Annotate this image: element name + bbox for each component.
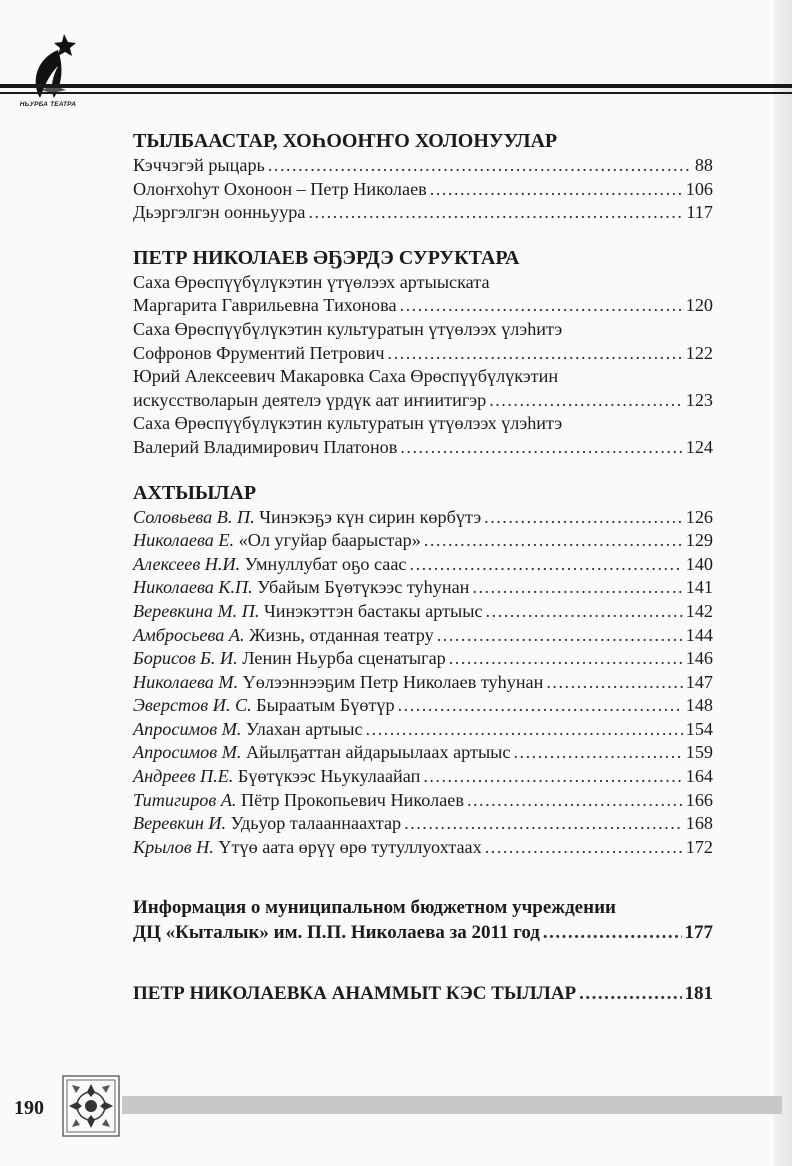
toc-entry [133,529,713,553]
entry-page: 148 [685,695,713,716]
entry-author: Веревкина М. П. [133,600,260,621]
dot-leader [400,436,682,460]
entry-line: Информация о муниципальном бюджетном учреждении [133,897,616,919]
toc-entry-final [133,981,713,1006]
dot-leader [486,600,683,624]
ornamental-tile-icon [62,1075,120,1137]
entry-page: 159 [685,742,713,763]
dot-leader [424,529,683,553]
dot-leader [400,294,683,318]
entry-author: Веревкин И. [133,813,227,834]
toc-entry [133,600,713,624]
toc-entry [133,718,713,742]
toc-entry [133,647,713,671]
page-edge-shadow [774,0,792,1166]
entry-title: Олоҥхоһут Охоноон – Петр Николаев [133,178,427,199]
entry-line: Саха Өрөспүүбүлүкэтин үтүөлээх артыыската [133,271,490,292]
table-of-contents [133,128,713,1006]
entry-page: 177 [684,922,713,944]
dot-leader [388,342,683,366]
entry-page: 120 [685,295,713,316]
entry-page: 166 [685,789,713,810]
toc-entry [133,154,713,178]
section-heading: ПЕТР НИКОЛАЕВ ӘҔЭРДЭ СУРУКТАРА [133,246,520,269]
entry-author: Николаева Е. [133,530,235,551]
toc-entry [133,506,713,530]
entry-title: Валерий Владимирович Платонов [133,436,398,457]
dot-leader [366,718,683,742]
entry-page: 172 [685,836,713,857]
entry-title: Софронов Фрументий Петрович [133,342,385,363]
entry-line: Саха Өрөспүүбүлүкэтин культуратын үтүөлээх үлэһитэ [133,413,563,434]
toc-entry [133,671,713,695]
section-heading: АХТЫЫЛАР [133,481,257,504]
section-heading: ТЫЛБААСТАР, ХОҺООҤҤО ХОЛОНУУЛАР [133,130,558,152]
dot-leader [484,506,683,530]
entry-title: Маргарита Гаврильевна Тихонова [133,295,397,316]
entry-page: 142 [685,600,713,621]
entry-author: Николаева М. [133,671,239,692]
entry-page: 140 [685,553,713,574]
toc-entry [133,178,713,202]
dot-leader [404,812,683,836]
entry-title: Үтүө аата өрүү өрө тутуллуохтаах [218,836,482,857]
entry-author: Борисов Б. И. [133,648,238,669]
toc-entry [133,271,713,318]
entry-author: Апросимов М. [133,718,242,739]
dot-leader [410,553,683,577]
toc-entry [133,765,713,789]
entry-title: «Ол угуйар баарыстар» [238,530,421,551]
entry-page: 144 [685,624,713,645]
entry-page: 147 [685,671,713,692]
entry-title: ДЦ «Кыталык» им. П.П. Николаева за 2011 год [133,922,540,944]
dot-leader [398,694,683,718]
toc-entry [133,201,713,225]
footer-bar [122,1096,782,1114]
entry-page: 181 [684,983,713,1005]
entry-page: 154 [685,718,713,739]
entry-title: Үөлээннээҕим Петр Николаев туһунан [242,671,544,692]
entry-title: Убайым Бүөтүкээс туһунан [257,577,470,598]
dot-leader [430,178,683,202]
entry-title: Кэччэгэй рыцарь [133,155,265,175]
entry-title: ПЕТР НИКОЛАЕВКА АНАММЫТ КЭС ТЫЛЛАР [133,983,577,1005]
dot-leader [467,789,683,813]
dot-leader [437,624,683,648]
entry-author: Титигиров А. [133,789,237,810]
dot-leader [308,201,683,225]
dot-leader [472,576,682,600]
entry-title: Умнуллубат оҕо саас [244,553,407,574]
dot-leader [268,154,692,178]
dot-leader [579,981,681,1006]
dot-leader [546,671,682,695]
entry-author: Николаева К.П. [133,577,253,598]
dot-leader [423,765,682,789]
dot-leader [489,389,683,413]
toc-entry [133,741,713,765]
entry-title: Дьэргэлгэн оонньуура [133,202,306,223]
entry-title: Бүөтүкээс Ньукулаайап [237,766,421,787]
entry-page: 129 [685,530,713,551]
entry-author: Апросимов М. [133,742,242,763]
entry-page: 126 [685,506,713,527]
entry-page: 122 [685,342,713,363]
header-rule [0,84,792,88]
toc-entry [133,553,713,577]
toc-entry [133,694,713,718]
dot-leader [485,836,683,860]
entry-page: 123 [685,389,713,410]
entry-title: Жизнь, отданная театру [249,624,434,645]
logo-caption: НЬУРБА ТЕАТРА [19,101,77,108]
toc-entry [133,365,713,412]
entry-page: 164 [685,766,713,787]
toc-entry [133,576,713,600]
entry-title: Айылҕаттан айдарыылаах артыыс [245,742,511,763]
entry-page: 141 [685,577,713,598]
page-number: 190 [14,1097,44,1119]
toc-entry [133,836,713,860]
entry-page: 168 [685,813,713,834]
entry-title: Удьуор талааннаахтар [230,813,402,834]
entry-author: Соловьева В. П. [133,506,255,527]
entry-page: 106 [685,178,713,199]
entry-page: 117 [686,202,713,223]
toc-entry-info [133,895,713,945]
entry-title: Чинэкэттэн бастакы артыыс [263,600,483,621]
entry-page: 124 [685,436,713,457]
toc-entry [133,789,713,813]
entry-page: 146 [685,648,713,669]
entry-author: Крылов Н. [133,836,214,857]
entry-line: Юрий Алексеевич Макаровка Саха Өрөспүүбүлүкэтин [133,366,559,387]
dot-leader [449,647,683,671]
entry-title: Ленин Ньурба сценатыгар [242,648,446,669]
entry-author: Эверстов И. С. [133,695,252,716]
entry-author: Андреев П.Е. [133,766,234,787]
entry-title: Чинэкэҕэ күн сирин көрбүтэ [259,506,482,527]
entry-title: искусстволарын деятелэ үрдүк аат иҥиитигэр [133,389,487,410]
header-rule-thin [0,92,792,94]
entry-title: Пётр Прокопьевич Николаев [241,789,464,810]
entry-title: Улахан артыыс [245,718,363,739]
toc-entry [133,412,713,459]
dot-leader [513,741,682,765]
toc-entry [133,812,713,836]
toc-entry [133,624,713,648]
entry-author: Амбросьева А. [133,624,245,645]
toc-entry [133,318,713,365]
dot-leader [543,920,682,945]
entry-line: Саха Өрөспүүбүлүкэтин культуратын үтүөлээх үлэһитэ [133,318,563,339]
entry-page: 88 [694,155,713,175]
entry-title: Быраатым Бүөтүр [256,695,395,716]
entry-author: Алексеев Н.И. [133,553,241,574]
